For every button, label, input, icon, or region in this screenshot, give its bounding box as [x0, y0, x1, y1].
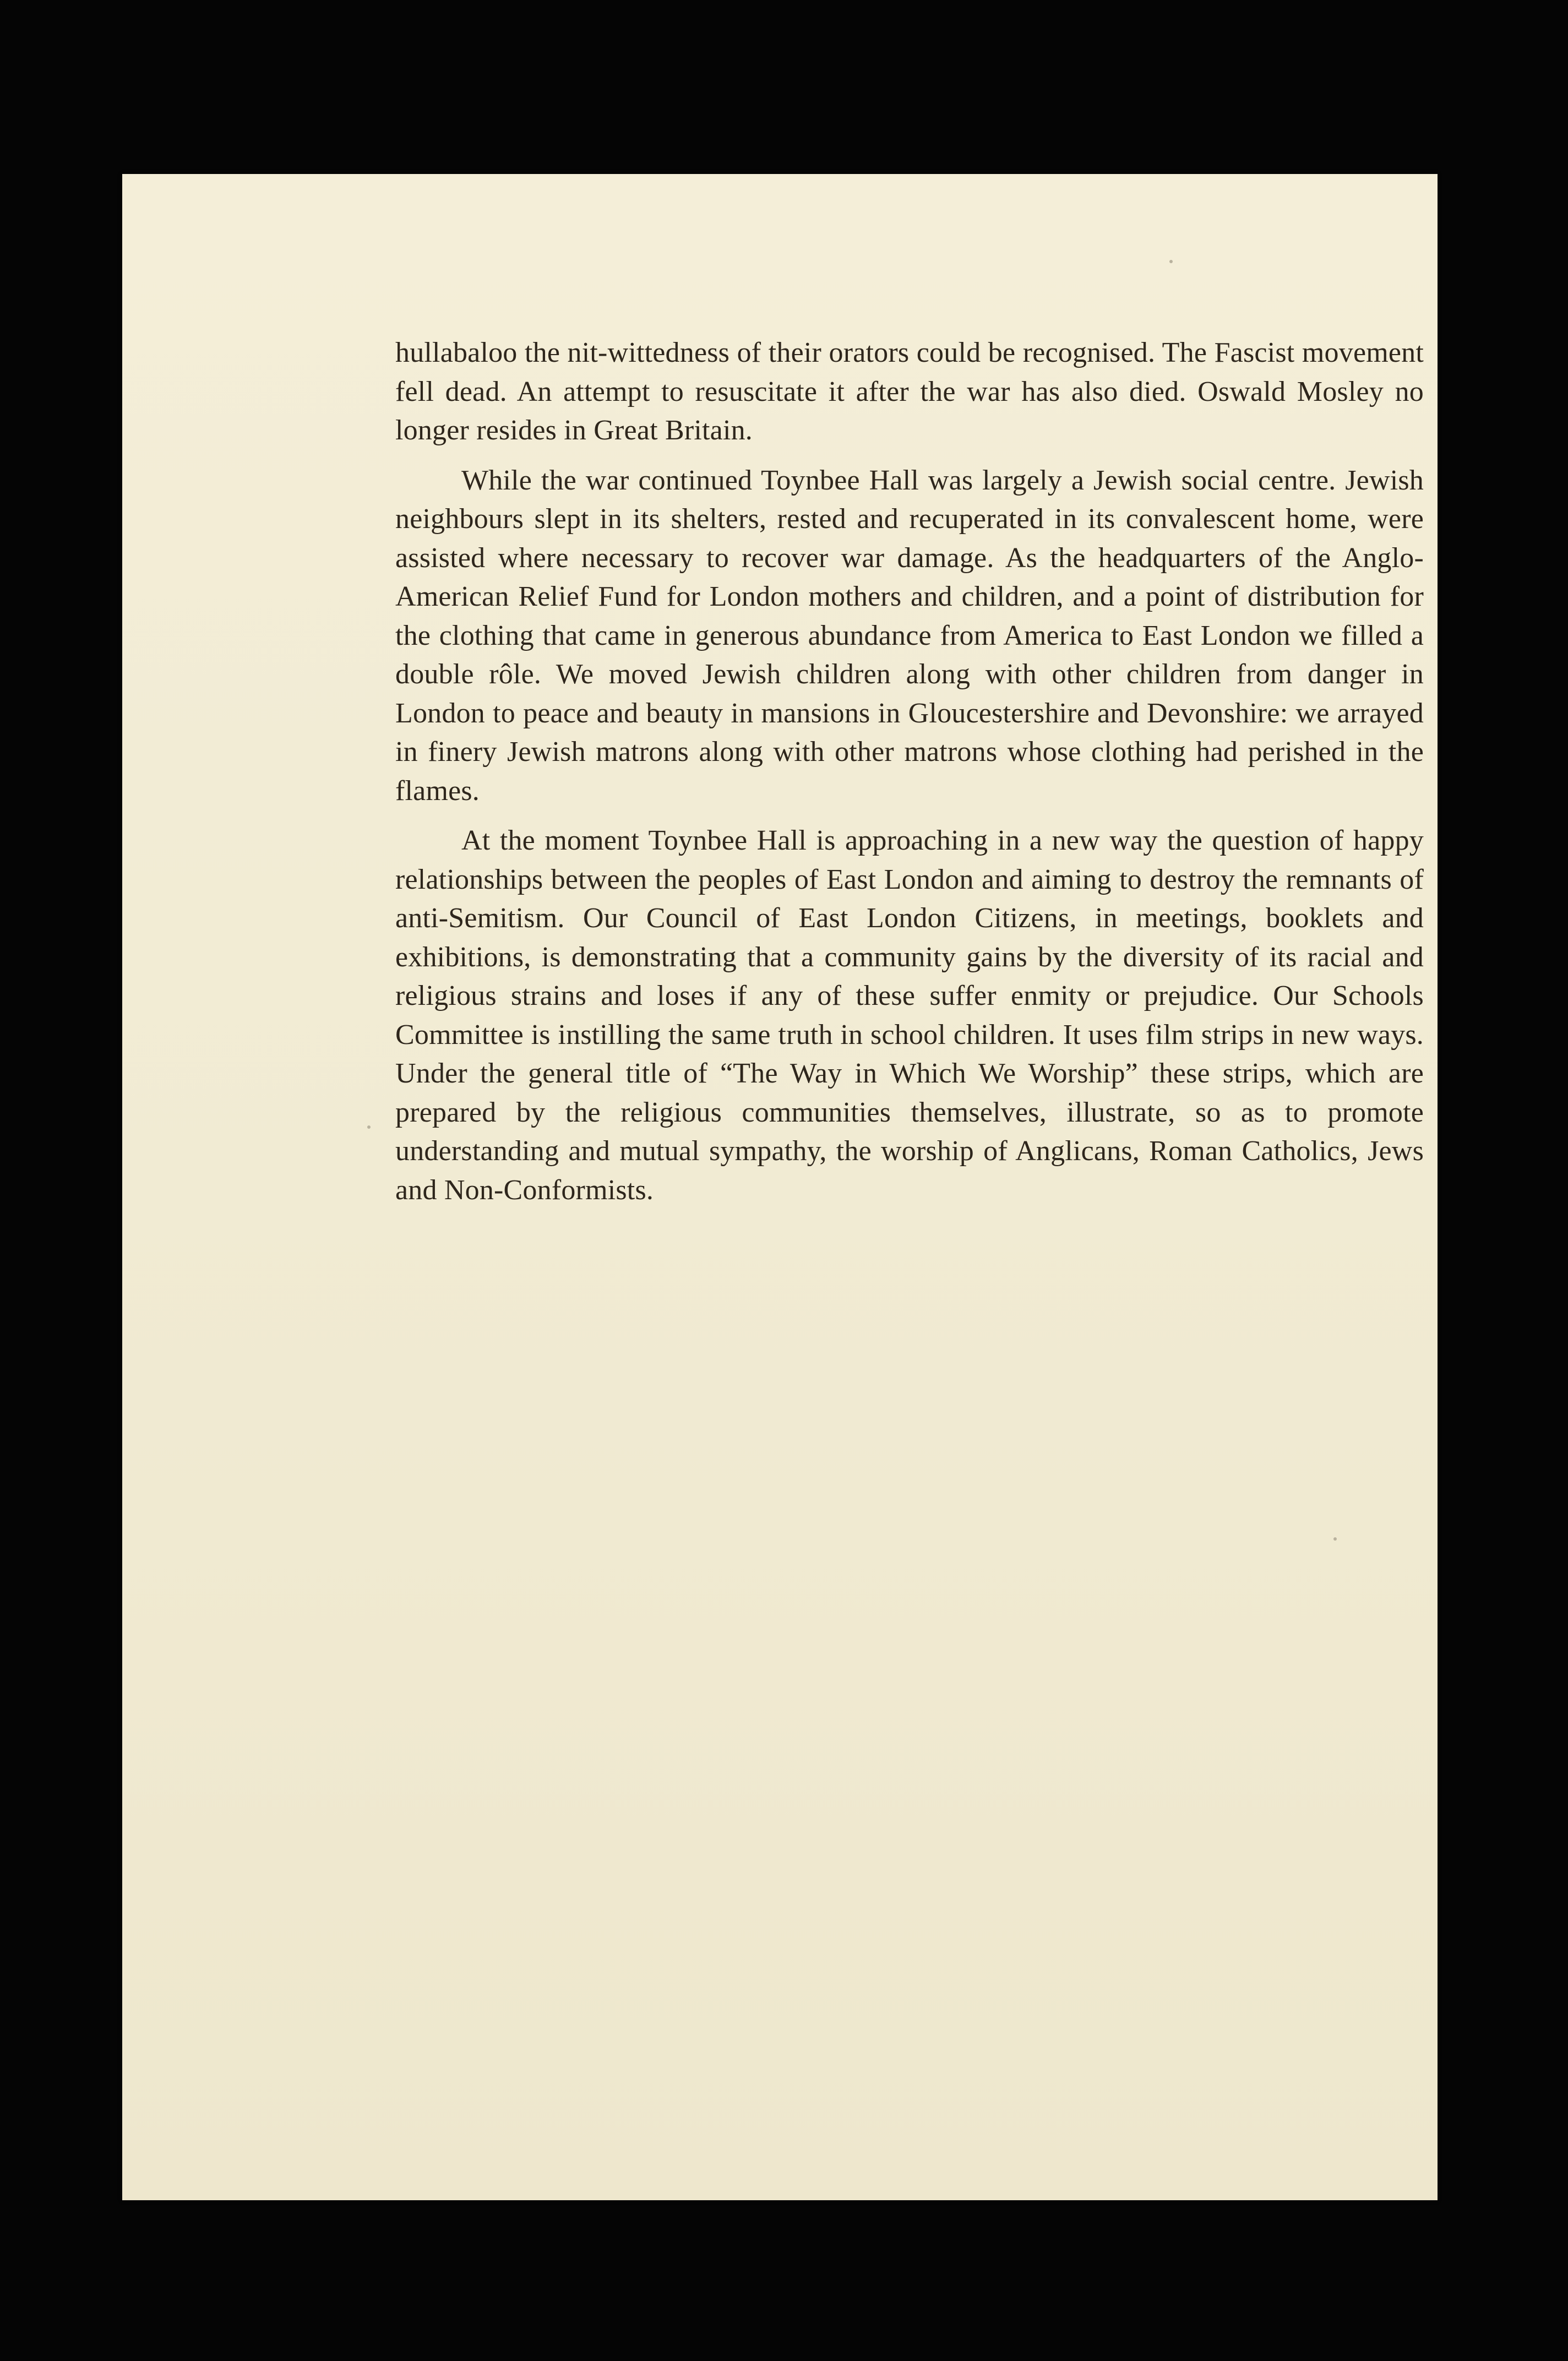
paper-speck	[1169, 260, 1173, 263]
document-page	[122, 174, 1438, 2200]
paragraph-2: While the war continued Toynbee Hall was largely a Jewish social centre. Jewish neighbours slept in its shelters, rested and recuperated in its convalescent home, were assisted where necessary to recover war damage. As the headquarters of the Anglo-American Relief Fund for London mothers and children, and a point of distribution for the clothing that came in generous abundance from America to East London we filled a double rôle. We moved Jewish children along with other children from danger in London to peace and beauty in mansions in Gloucestershire and Devonshire: we arrayed in finery Jewish matrons along with other matrons whose clothing had perished in the flames.	[395, 464, 1424, 807]
paragraph-3: At the moment Toynbee Hall is approaching in a new way the question of happy relationships between the peoples of East London and aiming to destroy the remnants of anti-Semitism. Our Council of East London Citizens, in meetings, booklets and exhibitions, is demonstrating that a community gains by the diversity of its racial and religious strains and loses if any of these suffer enmity or prejudice. Our Schools Committee is instilling the same truth in school children. It uses film strips in new ways. Under the general title of “The Way in Which We Worship” these strips, which are prepared by the religious communities themselves, illustrate, so as to promote understanding and mutual sympathy, the worship of Anglicans, Roman Catholics, Jews and Non-Conformists.	[395, 825, 1424, 1206]
paper-speck	[367, 1125, 371, 1129]
body-text	[395, 334, 1424, 1221]
paper-speck	[1333, 1537, 1337, 1541]
paragraph-1: hullabaloo the nit-wittedness of their orators could be recognised. The Fascist movement fell dead. An attempt to resuscitate it after the war has also died. Oswald Mosley no longer resides in Great Britain.	[395, 337, 1424, 446]
